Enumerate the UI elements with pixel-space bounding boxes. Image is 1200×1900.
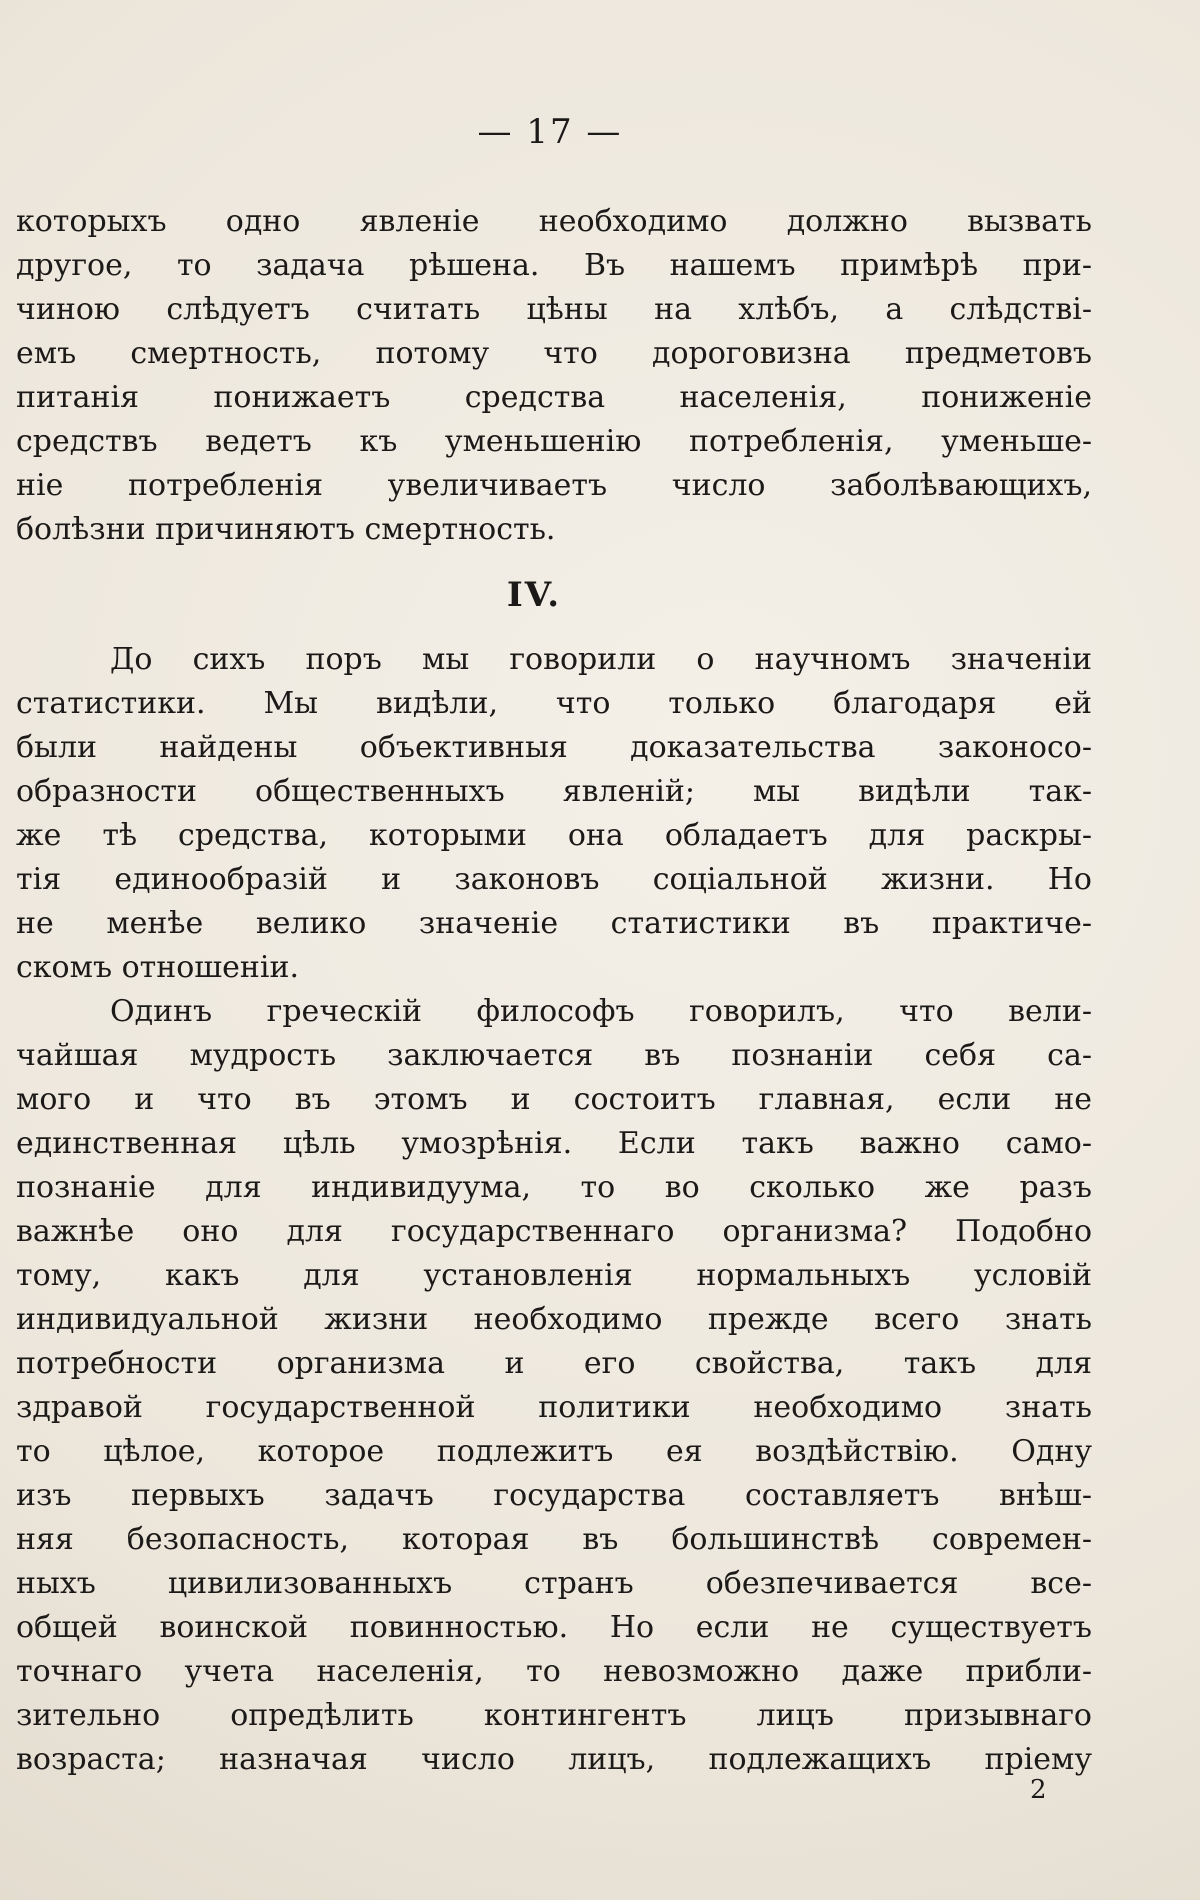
- text-line: питанія понижаетъ средства населенія, пониженіе: [16, 380, 1092, 415]
- text-line: скомъ отношеніи.: [16, 950, 300, 985]
- text-line: ныхъ цивилизованныхъ странъ обезпечивается все-: [16, 1566, 1092, 1601]
- text-line: образности общественныхъ явленій; мы видѣли так-: [16, 774, 1092, 809]
- signature-mark: 2: [1030, 1775, 1047, 1805]
- text-line: чайшая мудрость заключается въ познаніи себя са-: [16, 1038, 1092, 1073]
- text-line: няя безопасность, которая въ большинствѣ современ-: [16, 1522, 1092, 1557]
- text-line: Одинъ греческій философъ говорилъ, что вели-: [110, 994, 1092, 1029]
- text-line: познаніе для индивидуума, то во сколько же разъ: [16, 1170, 1092, 1205]
- paragraph-3: [16, 990, 1092, 1782]
- text-line: тія единообразій и законовъ соціальной жизни. Но: [16, 862, 1092, 897]
- text-line: болѣзни причиняютъ смертность.: [16, 512, 556, 547]
- text-line: изъ первыхъ задачъ государства составляетъ внѣш-: [16, 1478, 1092, 1513]
- text-line: До сихъ поръ мы говорили о научномъ значеніи: [110, 642, 1092, 677]
- text-line: ніе потребленія увеличиваетъ число заболѣвающихъ,: [16, 468, 1092, 503]
- text-line: возраста; назначая число лицъ, подлежащихъ пріему: [16, 1742, 1092, 1777]
- text-line: зительно опредѣлить контингентъ лицъ призывнаго: [16, 1698, 1092, 1733]
- text-line: единственная цѣль умозрѣнія. Если такъ важно само-: [16, 1126, 1092, 1161]
- text-line: потребности организма и его свойства, такъ для: [16, 1346, 1092, 1381]
- paragraph-1: [16, 200, 1092, 552]
- text-line: другое, то задача рѣшена. Въ нашемъ примѣрѣ при-: [16, 248, 1092, 283]
- text-line: общей воинской повинностью. Но если не существуетъ: [16, 1610, 1092, 1645]
- text-line: статистики. Мы видѣли, что только благодаря ей: [16, 686, 1092, 721]
- text-line: чиною слѣдуетъ считать цѣны на хлѣбъ, а слѣдствi-: [16, 292, 1092, 327]
- page-number-header: — 17 —: [477, 112, 623, 152]
- text-line: точнаго учета населенія, то невозможно даже прибли-: [16, 1654, 1092, 1689]
- text-line: средствъ ведетъ къ уменьшенію потребленія, уменьше-: [16, 424, 1092, 459]
- text-line: тому, какъ для установленія нормальныхъ условій: [16, 1258, 1092, 1293]
- paragraph-2: [16, 638, 1092, 990]
- section-heading: IV.: [506, 575, 562, 615]
- text-block: [16, 200, 1092, 1782]
- text-line: которыхъ одно явленіе необходимо должно вызвать: [16, 204, 1092, 239]
- text-line: здравой государственной политики необходимо знать: [16, 1390, 1092, 1425]
- text-line: важнѣе оно для государственнаго организма? Подобно: [16, 1214, 1092, 1249]
- text-line: то цѣлое, которое подлежитъ ея воздѣйствію. Одну: [16, 1434, 1092, 1469]
- text-line: же тѣ средства, которыми она обладаетъ для раскры-: [16, 818, 1092, 853]
- text-line: мого и что въ этомъ и состоитъ главная, если не: [16, 1082, 1092, 1117]
- text-line: не менѣе велико значеніе статистики въ практиче-: [16, 906, 1092, 941]
- text-line: индивидуальной жизни необходимо прежде всего знать: [16, 1302, 1092, 1337]
- text-line: были найдены объективныя доказательства законосо-: [16, 730, 1092, 765]
- text-line: емъ смертность, потому что дороговизна предметовъ: [16, 336, 1092, 371]
